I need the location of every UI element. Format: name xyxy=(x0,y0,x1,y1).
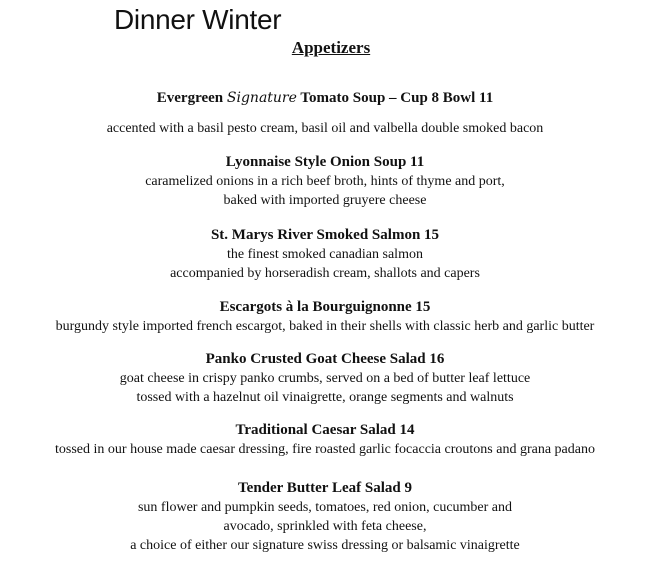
section-heading xyxy=(0,38,650,58)
menu-item-name: Panko Crusted Goat Cheese Salad 16 xyxy=(205,351,445,367)
menu-item-desc: a choice of either our signature swiss dressing or balsamic vinaigrette xyxy=(130,538,520,553)
menu-item-onion-soup xyxy=(0,152,650,210)
menu-item-name: Escargots à la Bourguignonne 15 xyxy=(219,299,431,315)
menu-item-name: Tender Butter Leaf Salad 9 xyxy=(238,480,412,496)
menu-item-desc: accented with a basil pesto cream, basil oil and valbella double smoked bacon xyxy=(106,121,544,136)
menu-item-smoked-salmon xyxy=(0,225,650,283)
menu-item-desc: caramelized onions in a rich beef broth, hints of thyme and port, xyxy=(145,174,505,189)
menu-item-desc: burgundy style imported french escargot, baked in their shells with classic herb and garlic butter xyxy=(55,319,595,334)
menu-item-desc: tossed in our house made caesar dressing, fire roasted garlic focaccia croutons and grana padano xyxy=(55,442,595,457)
menu-item-desc: goat cheese in crispy panko crumbs, served on a bed of butter leaf lettuce xyxy=(119,371,531,386)
section-heading-text: Appetizers xyxy=(291,38,371,57)
menu-item-name: St. Marys River Smoked Salmon 15 xyxy=(210,227,440,243)
menu-item-name: Traditional Caesar Salad 14 xyxy=(235,422,415,438)
item-name-suffix: Tomato Soup – Cup 8 Bowl 11 xyxy=(296,90,494,106)
menu-item-name xyxy=(0,88,650,108)
menu-item-name: Lyonnaise Style Onion Soup 11 xyxy=(225,154,425,170)
menu-item-caesar-salad xyxy=(0,420,650,459)
menu-item-tomato-soup xyxy=(0,88,650,138)
menu-item-desc: baked with imported gruyere cheese xyxy=(223,193,427,208)
menu-item-desc: tossed with a hazelnut oil vinaigrette, orange segments and walnuts xyxy=(136,390,514,405)
menu-item-desc: the finest smoked canadian salmon xyxy=(227,247,423,262)
signature-script: Signature xyxy=(226,90,297,106)
menu-item-goat-cheese-salad xyxy=(0,349,650,407)
item-name-prefix: Evergreen xyxy=(156,90,227,106)
menu-title: Dinner Winter xyxy=(114,4,282,35)
menu-item-desc: sun flower and pumpkin seeds, tomatoes, red onion, cucumber and xyxy=(137,500,513,515)
menu-item-escargots xyxy=(0,297,650,336)
menu-item-desc: accompanied by horseradish cream, shallots and capers xyxy=(170,266,480,281)
menu-item-desc: avocado, sprinkled with feta cheese, xyxy=(223,519,427,534)
menu-item-butter-leaf-salad xyxy=(0,478,650,555)
